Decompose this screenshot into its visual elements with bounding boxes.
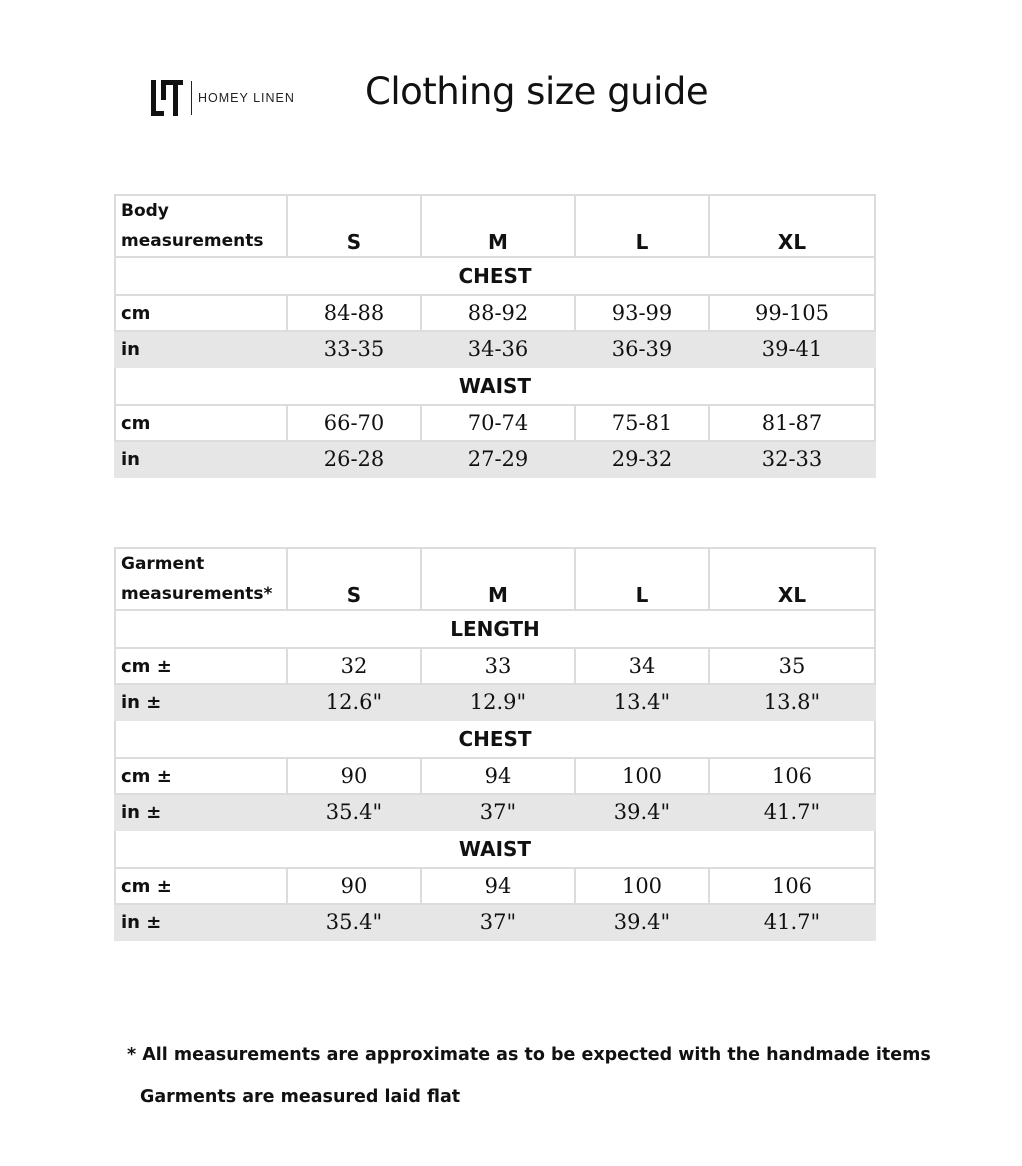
measurement-cell-xl: 41.7": [709, 904, 875, 940]
brand-name: HOMEY LINEN: [198, 91, 295, 105]
unit-label: in ±: [115, 684, 287, 720]
measurement-cell-l: 39.4": [575, 794, 709, 830]
table-row: [115, 758, 875, 794]
measurement-cell-m: 27-29: [421, 441, 575, 477]
unit-label: in: [115, 331, 287, 367]
size-header-xl: XL: [709, 195, 875, 257]
table-header-row: [115, 195, 875, 257]
measurement-cell-l: 75-81: [575, 405, 709, 441]
logo-mark-icon: [151, 80, 183, 116]
section-title-length: LENGTH: [115, 610, 875, 648]
brand-logo: [151, 80, 295, 116]
garment-measurements-table: [114, 547, 876, 941]
measurement-cell-xl: 99-105: [709, 295, 875, 331]
unit-label: cm: [115, 295, 287, 331]
section-title-chest: CHEST: [115, 720, 875, 758]
table-row: [115, 794, 875, 830]
measurement-cell-xl: 39-41: [709, 331, 875, 367]
size-header-m: M: [421, 195, 575, 257]
measurement-cell-xl: 106: [709, 758, 875, 794]
table-row: [115, 331, 875, 367]
measurement-cell-l: 93-99: [575, 295, 709, 331]
measurement-cell-s: 33-35: [287, 331, 421, 367]
logo-divider: [191, 81, 192, 115]
measurement-cell-xl: 13.8": [709, 684, 875, 720]
table-header-row: [115, 548, 875, 610]
measurement-cell-m: 70-74: [421, 405, 575, 441]
section-title-chest: CHEST: [115, 257, 875, 295]
size-header-xl: XL: [709, 548, 875, 610]
measurement-cell-s: 35.4": [287, 904, 421, 940]
measurement-cell-xl: 41.7": [709, 794, 875, 830]
measurement-cell-m: 12.9": [421, 684, 575, 720]
measurement-cell-m: 34-36: [421, 331, 575, 367]
footnote-laid-flat: Garments are measured laid flat: [140, 1087, 461, 1107]
measurement-cell-s: 84-88: [287, 295, 421, 331]
measurement-cell-l: 100: [575, 758, 709, 794]
measurement-cell-s: 35.4": [287, 794, 421, 830]
body-measurements-table: [114, 194, 876, 478]
measurement-cell-m: 94: [421, 758, 575, 794]
unit-label: cm ±: [115, 648, 287, 684]
measurement-cell-m: 37": [421, 794, 575, 830]
unit-label: cm ±: [115, 758, 287, 794]
unit-label: cm ±: [115, 868, 287, 904]
section-header-row: [115, 610, 875, 648]
measurement-cell-xl: 32-33: [709, 441, 875, 477]
measurement-cell-s: 90: [287, 758, 421, 794]
measurement-cell-m: 94: [421, 868, 575, 904]
measurement-cell-l: 13.4": [575, 684, 709, 720]
corner-label-line2: measurements: [121, 231, 264, 251]
table-corner-label: [115, 195, 287, 257]
section-header-row: [115, 830, 875, 868]
measurement-cell-l: 29-32: [575, 441, 709, 477]
measurement-cell-m: 88-92: [421, 295, 575, 331]
page-title: Clothing size guide: [365, 70, 709, 113]
size-header-m: M: [421, 548, 575, 610]
unit-label: in: [115, 441, 287, 477]
table-row: [115, 405, 875, 441]
table-row: [115, 648, 875, 684]
table-row: [115, 295, 875, 331]
size-header-s: S: [287, 195, 421, 257]
section-title-waist: WAIST: [115, 830, 875, 868]
table-row: [115, 904, 875, 940]
corner-label-line1: Garment: [121, 554, 205, 574]
measurement-cell-l: 39.4": [575, 904, 709, 940]
measurement-cell-s: 90: [287, 868, 421, 904]
table-row: [115, 441, 875, 477]
size-header-l: L: [575, 548, 709, 610]
measurement-cell-xl: 81-87: [709, 405, 875, 441]
table-row: [115, 684, 875, 720]
unit-label: in ±: [115, 904, 287, 940]
corner-label-line2: measurements*: [121, 584, 273, 604]
measurement-cell-m: 37": [421, 904, 575, 940]
corner-label-line1: Body: [121, 201, 169, 221]
measurement-cell-s: 12.6": [287, 684, 421, 720]
footnote-approximate: * All measurements are approximate as to be expected with the handmade items: [127, 1045, 931, 1065]
size-header-l: L: [575, 195, 709, 257]
section-header-row: [115, 257, 875, 295]
measurement-cell-l: 100: [575, 868, 709, 904]
table-corner-label: [115, 548, 287, 610]
measurement-cell-xl: 106: [709, 868, 875, 904]
section-title-waist: WAIST: [115, 367, 875, 405]
table-row: [115, 868, 875, 904]
unit-label: in ±: [115, 794, 287, 830]
measurement-cell-l: 34: [575, 648, 709, 684]
measurement-cell-m: 33: [421, 648, 575, 684]
section-header-row: [115, 367, 875, 405]
unit-label: cm: [115, 405, 287, 441]
measurement-cell-l: 36-39: [575, 331, 709, 367]
measurement-cell-s: 66-70: [287, 405, 421, 441]
measurement-cell-s: 26-28: [287, 441, 421, 477]
measurement-cell-xl: 35: [709, 648, 875, 684]
size-header-s: S: [287, 548, 421, 610]
measurement-cell-s: 32: [287, 648, 421, 684]
section-header-row: [115, 720, 875, 758]
